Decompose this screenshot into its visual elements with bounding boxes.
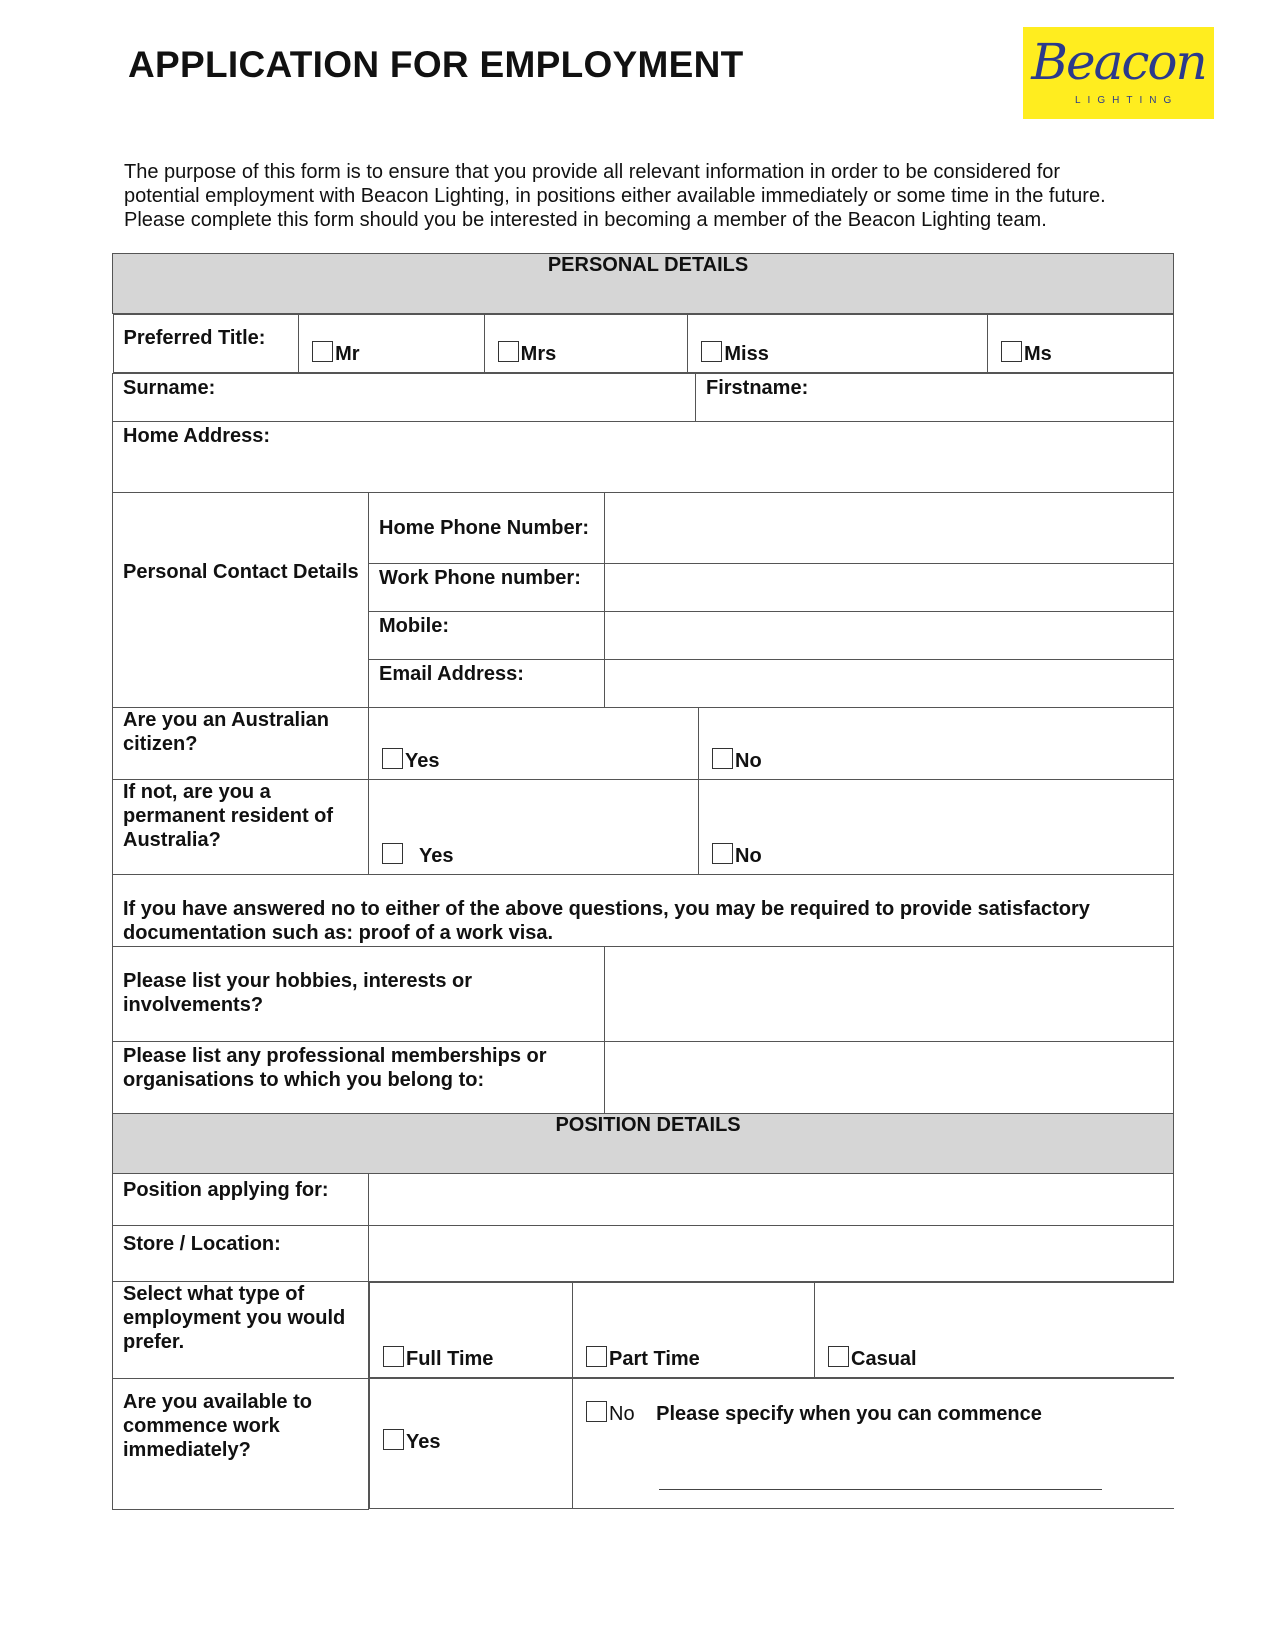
work-phone-label: Work Phone number: bbox=[369, 564, 605, 612]
intro-paragraph bbox=[124, 160, 1224, 232]
preferred-title-row bbox=[113, 314, 1174, 374]
position-applying-label: Position applying for: bbox=[113, 1174, 369, 1226]
resident-label: If not, are you a permanent resident of Australia? bbox=[113, 780, 369, 875]
availability-options bbox=[369, 1378, 1174, 1509]
title-option-mrs[interactable]: Mrs bbox=[484, 315, 688, 373]
work-phone-input[interactable] bbox=[605, 564, 1174, 612]
mobile-input[interactable] bbox=[605, 612, 1174, 660]
no-label: No bbox=[609, 1403, 635, 1425]
title-option-mr[interactable]: Mr bbox=[299, 315, 485, 373]
checkbox[interactable] bbox=[1001, 341, 1022, 362]
title-option-ms[interactable]: Ms bbox=[987, 315, 1173, 373]
mobile-label: Mobile: bbox=[369, 612, 605, 660]
position-details-heading: POSITION DETAILS bbox=[113, 1114, 1174, 1174]
type-option-casual[interactable]: Casual bbox=[815, 1283, 1174, 1378]
checkbox[interactable] bbox=[712, 748, 733, 769]
surname-field[interactable]: Surname: bbox=[113, 374, 696, 422]
employment-type-label: Select what type of employment you would prefer. bbox=[113, 1282, 369, 1379]
personal-contact-label: Personal Contact Details bbox=[113, 493, 369, 708]
application-form bbox=[112, 253, 1174, 1510]
intro-line: potential employment with Beacon Lighting, in positions either available immediately or some time in the future. bbox=[124, 185, 1106, 207]
employment-type-options bbox=[369, 1282, 1174, 1379]
store-location-label: Store / Location: bbox=[113, 1226, 369, 1282]
memberships-input[interactable] bbox=[605, 1042, 1174, 1114]
checkbox[interactable] bbox=[828, 1346, 849, 1367]
checkbox[interactable] bbox=[383, 1346, 404, 1367]
checkbox[interactable] bbox=[382, 748, 403, 769]
preferred-title-label: Preferred Title: bbox=[113, 315, 299, 373]
beacon-lighting-logo bbox=[1023, 27, 1214, 119]
memberships-label: Please list any professional memberships or organisations to which you belong to: bbox=[113, 1042, 605, 1114]
home-phone-input[interactable] bbox=[605, 493, 1174, 564]
checkbox[interactable] bbox=[382, 843, 403, 864]
hobbies-label: Please list your hobbies, interests or involvements? bbox=[113, 947, 605, 1042]
logo-wordmark: Beacon bbox=[1031, 33, 1206, 91]
email-input[interactable] bbox=[605, 660, 1174, 708]
home-phone-label: Home Phone Number: bbox=[369, 493, 605, 564]
commence-date-line[interactable] bbox=[659, 1489, 1102, 1490]
checkbox[interactable] bbox=[312, 341, 333, 362]
intro-line: Please complete this form should you be interested in becoming a member of the Beacon Lighting team. bbox=[124, 209, 1047, 231]
checkbox[interactable] bbox=[712, 843, 733, 864]
documentation-notice: If you have answered no to either of the above questions, you may be required to provide satisfactory documentation such as: proof of a work visa. bbox=[113, 875, 1174, 947]
email-label: Email Address: bbox=[369, 660, 605, 708]
checkbox[interactable] bbox=[498, 341, 519, 362]
hobbies-input[interactable] bbox=[605, 947, 1174, 1042]
logo-subtext: LIGHTING bbox=[1075, 95, 1179, 106]
intro-line: The purpose of this form is to ensure that you provide all relevant information in order to be considered for bbox=[124, 161, 1061, 183]
checkbox[interactable] bbox=[701, 341, 722, 362]
citizen-yes-option[interactable]: Yes bbox=[369, 708, 699, 780]
firstname-field[interactable]: Firstname: bbox=[696, 374, 1174, 422]
citizen-label: Are you an Australian citizen? bbox=[113, 708, 369, 780]
available-yes-option[interactable]: Yes bbox=[370, 1379, 573, 1509]
citizen-no-option[interactable]: No bbox=[699, 708, 1174, 780]
title-option-miss[interactable]: Miss bbox=[688, 315, 988, 373]
store-location-input[interactable] bbox=[369, 1226, 1174, 1282]
resident-yes-option[interactable]: Yes bbox=[369, 780, 699, 875]
page-title: APPLICATION FOR EMPLOYMENT bbox=[128, 44, 744, 85]
type-option-full-time[interactable]: Full Time bbox=[370, 1283, 573, 1378]
checkbox[interactable] bbox=[586, 1346, 607, 1367]
type-option-part-time[interactable]: Part Time bbox=[573, 1283, 815, 1378]
personal-details-heading: PERSONAL DETAILS bbox=[113, 254, 1174, 314]
available-no-option[interactable] bbox=[573, 1379, 1174, 1509]
specify-commence-label: Please specify when you can commence bbox=[656, 1403, 1042, 1425]
position-applying-input[interactable] bbox=[369, 1174, 1174, 1226]
checkbox[interactable] bbox=[383, 1429, 404, 1450]
available-label: Are you available to commence work immediately? bbox=[113, 1378, 369, 1509]
checkbox[interactable] bbox=[586, 1401, 607, 1422]
resident-no-option[interactable]: No bbox=[699, 780, 1174, 875]
home-address-field[interactable]: Home Address: bbox=[113, 422, 1174, 493]
